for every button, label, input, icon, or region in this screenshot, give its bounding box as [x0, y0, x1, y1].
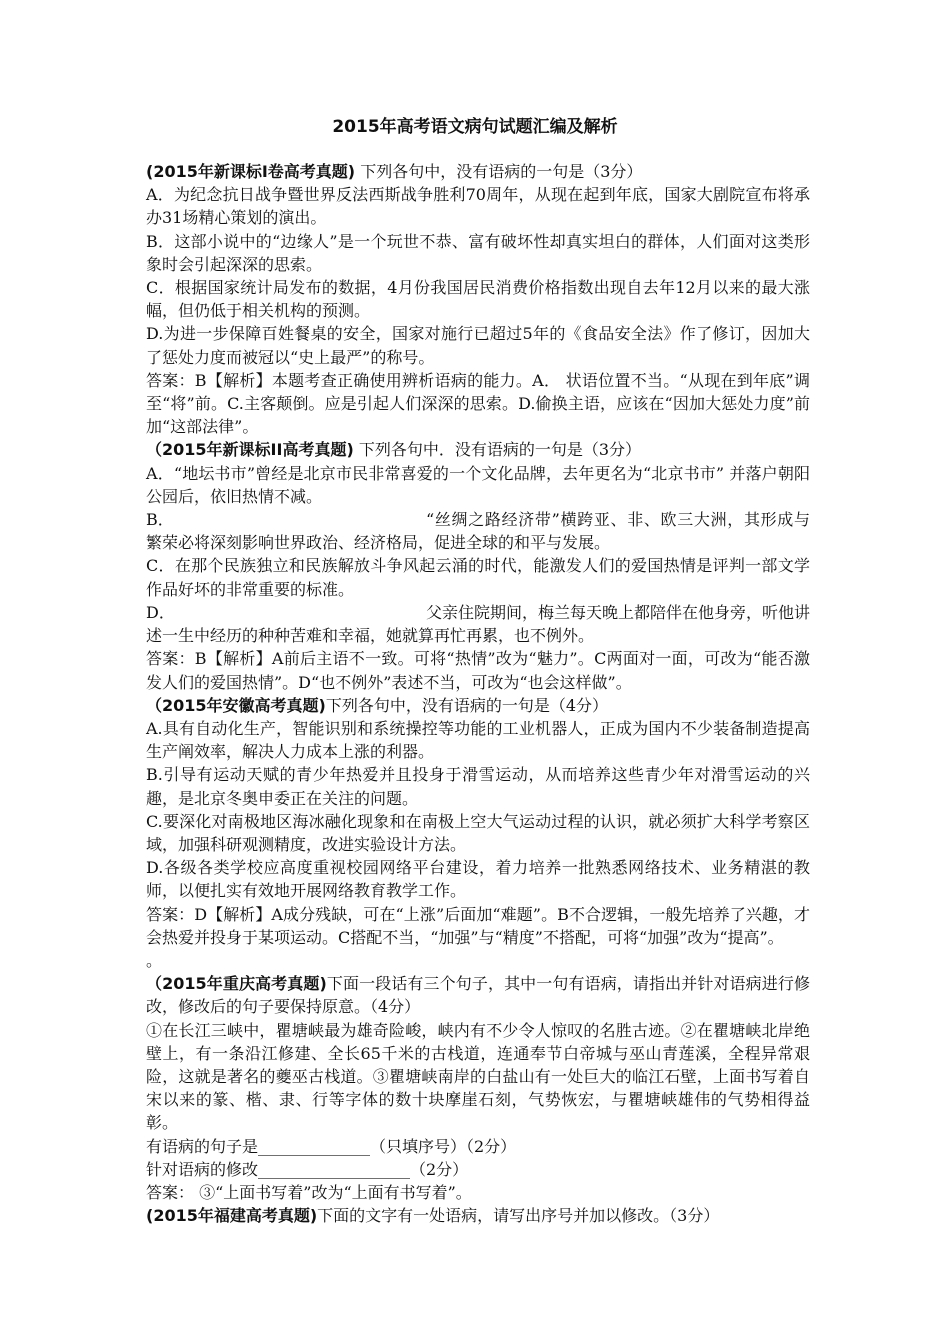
question-1-answer: 答案：B【解析】本题考查正确使用辨析语病的能力。A． 状语位置不当。“从现在到年底”调至“将”前。C.主客颠倒。应是引起人们深深的思索。D.偷换主语，应该在“因加大惩处力度”前加“这部法律”。: [146, 370, 810, 437]
question-2-option-b-label: B．: [146, 510, 174, 530]
question-2-option-a: A．“地坛书市”曾经是北京市民非常喜爱的一个文化品牌，去年更名为“北京书市” 并落户朝阳公园后，依旧热情不减。: [146, 463, 810, 506]
question-2-option-c: C．在那个民族独立和民族解放斗争风起云涌的时代，能激发人们的爱国热情是评判一部文学作品好坏的非常重要的标准。: [146, 556, 810, 599]
question-4-blank-2: 针对语病的修改___________________（2分）: [146, 1159, 469, 1179]
question-3-option-c: C.要深化对南极地区海冰融化现象和在南极上空大气运动过程的认识，就必须扩大科学考察区域，加强科研观测精度，改进实验设计方法。: [146, 811, 810, 854]
question-4-source: （2015年重庆高考真题): [146, 974, 327, 994]
question-2-option-d: 父亲住院期间，梅兰每天晚上都陪伴在他身旁，听他讲述一生中经历的种种苦难和幸福，她就算再忙再累，也不例外。: [146, 602, 811, 646]
question-1-stem: (2015年新课标Ⅰ卷高考真题) 下列各句中，没有语病的一句是（3分）: [146, 162, 643, 181]
question-3-option-a: A.具有自动化生产，智能识别和系统操控等功能的工业机器人，正成为国内不少装备制造提高生产阐效率，解决人力成本上涨的利器。: [146, 718, 810, 762]
question-5-source: (2015年福建高考真题): [146, 1206, 318, 1226]
question-5-stem: (2015年福建高考真题)下面的文字有一处语病，请写出序号并加以修改。（3分）: [146, 1206, 720, 1226]
question-1-option-c: C．根据国家统计局发布的数据，4月份我国居民消费价格指数出现自去年12月以来的最大涨幅，但仍低于相关机构的预测。: [146, 278, 810, 321]
question-1-source: (2015年新课标Ⅰ卷高考真题): [146, 162, 356, 181]
question-1-option-a: A．为纪念抗日战争暨世界反法西斯战争胜利70周年，从现在起到年底，国家大剧院宣布将承办31场精心策划的演出。: [146, 185, 810, 228]
document-body: [146, 160, 810, 1227]
question-2-source: （2015年新课标II高考真题): [146, 440, 354, 460]
question-3-answer: 答案：D【解析】A成分残缺，可在“上涨”后面加“难题”。B不合逻辑，一般先培养了兴趣，才会热爱并投身于某项运动。C搭配不当，“加强”与“精度”不搭配，可将“加强”改为“提高”。: [146, 904, 810, 947]
question-3-option-b: B.引导有运动天赋的青少年热爱并且投身于滑雪运动，从而培养这些青少年对滑雪运动的兴趣，是北京冬奥申委正在关注的问题。: [146, 765, 810, 808]
question-3-stem: （2015年安徽高考真题)下列各句中，没有语病的一句是（4分）: [146, 695, 609, 715]
question-2-option-d-label: D．: [146, 602, 175, 622]
document-title: 2015年高考语文病句试题汇编及解析: [332, 117, 618, 137]
question-1-option-b: B．这部小说中的“边缘人”是一个玩世不恭、富有破坏性却真实坦白的群体，人们面对这类形象时会引起深深的思索。: [146, 231, 810, 274]
question-3-option-d: D.各级各类学校应高度重视校园网络平台建设，着力培养一批熟悉网络技术、业务精湛的教师，以便扎实有效地开展网络教育教学工作。: [146, 858, 810, 901]
question-4-answer: 答案： ③“上面书写着”改为“上面有书写着”。: [146, 1182, 472, 1202]
question-2-answer: 答案：B【解析】A前后主语不一致。可将“热情”改为“魅力”。C两面对一面，可改为“能否激发人们的爱国热情”。D“也不例外”表述不当，可改为“也会这样做”。: [146, 649, 810, 692]
question-4-blank-1: 有语病的句子是______________（只填序号）（2分）: [146, 1136, 517, 1156]
question-1-option-d: D.为进一步保障百姓餐桌的安全，国家对施行已超过5年的《食品安全法》作了修订，因加大了惩处力度而被冠以“史上最严”的称号。: [146, 324, 810, 367]
question-2-option-b: “丝绸之路经济带”横跨亚、非、欧三大洲，其形成与繁荣必将深刻影响世界政治、经济格局，促进全球的和平与发展。: [146, 510, 810, 553]
question-2-stem: （2015年新课标II高考真题) 下列各句中．没有语病的一句是（3分）: [146, 440, 642, 460]
question-4-stem: （2015年重庆高考真题)下面一段话有三个句子，其中一句有语病，请指出并针对语病进行修改，修改后的句子要保持原意。（4分）: [146, 974, 810, 1017]
question-3-source: （2015年安徽高考真题): [146, 695, 326, 715]
question-4-passage: ①在长江三峡中，瞿塘峡最为雄奇险峻，峡内有不少令人惊叹的名胜古迹。②在瞿塘峡北岸绝壁上，有一条沿江修建、全长65千米的古栈道，连通奉节白帝城与巫山青莲溪，全程异常艰险，这就是著名的夔巫古栈道。③瞿塘峡南岸的白盐山有一处巨大的临江石壁，上面书写着自宋以来的篆、楷、隶、行等字体的数十块摩崖石刻，气势恢宏，与瞿塘峡雄伟的气势相得益彰。: [146, 1020, 810, 1133]
question-3-dot: 。: [146, 950, 163, 970]
